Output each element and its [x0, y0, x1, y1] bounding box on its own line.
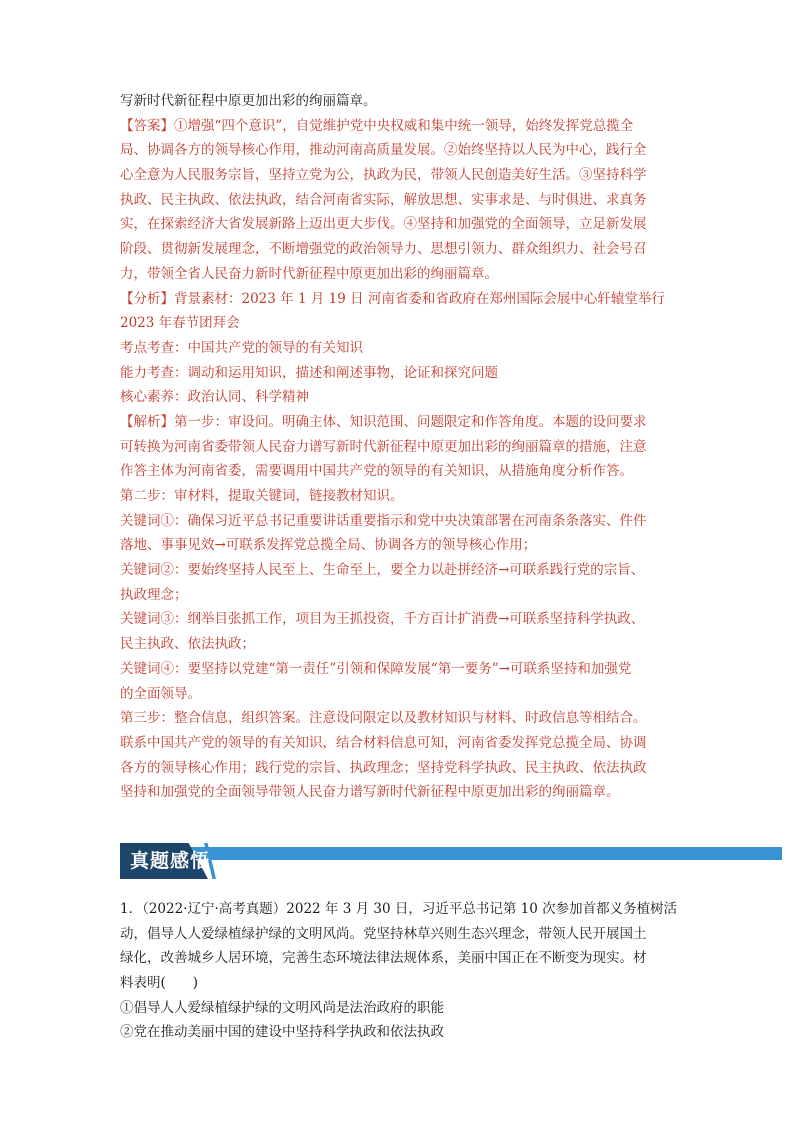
- section-banner: [120, 843, 782, 879]
- banner-bar: [120, 847, 782, 860]
- question-stem-line: 料表明( ): [120, 975, 199, 992]
- answer-line: 阶段、贯彻新发展理念，不断增强党的政治领导力、思想引领力、群众组织力、社会号召: [120, 241, 647, 258]
- answer-line: 实，在探索经济大省发展新路上迈出更大步伐。④坚持和加强党的全面领导，立足新发展: [120, 216, 647, 233]
- answer-line: 民主执政、依法执政；: [120, 636, 255, 653]
- answer-line: 核心素养：政治认同、科学精神: [120, 389, 309, 406]
- question-stem-line: 绿化，改善城乡人居环境，完善生态环境法律法规体系，美丽中国正在不断变为现实。材: [120, 950, 647, 967]
- answer-analysis-block: [120, 89, 685, 805]
- answer-line: 坚持和加强党的全面领导带领人民奋力谱写新时代新征程中原更加出彩的绚丽篇章。: [120, 784, 620, 801]
- answer-line: 执政、民主执政、依法执政，结合河南省实际，解放思想、实事求是、与时俱进、求真务: [120, 191, 647, 208]
- section-title: 真题感悟: [130, 850, 211, 872]
- question-option: ②党在推动美丽中国的建设中坚持科学执政和依法执政: [120, 1024, 444, 1041]
- answer-line: 力，带领全省人民奋力新时代新征程中原更加出彩的绚丽篇章。: [120, 265, 498, 282]
- answer-line: 【答案】①增强“四个意识”，自觉维护党中央权威和集中统一领导，始终发挥党总揽全: [120, 117, 634, 134]
- answer-line: 关键词①：确保习近平总书记重要讲话重要指示和党中央决策部署在河南条条落实、件件: [120, 512, 647, 529]
- answer-line: 的全面领导。: [120, 685, 201, 702]
- answer-line: 第三步：整合信息，组织答案。注意设问限定以及教材知识与材料、时政信息等相结合。: [120, 710, 647, 727]
- answer-line: 可转换为河南省委带领人民奋力谱写新时代新征程中原更加出彩的绚丽篇章的措施，注意: [120, 438, 647, 455]
- answer-line: 执政理念；: [120, 586, 188, 603]
- answer-line: 考点考查：中国共产党的领导的有关知识: [120, 339, 363, 356]
- answer-line: 心全意为人民服务宗旨，坚持立党为公，执政为民，带领人民创造美好生活。③坚持科学: [120, 167, 647, 184]
- answer-line: 能力考查：调动和运用知识，描述和阐述事物，论证和探究问题: [120, 364, 498, 381]
- answer-line: 2023 年春节团拜会: [120, 315, 240, 332]
- answer-line: 关键词③：纲举目张抓工作，项目为王抓投资，千方百计扩消费→可联系坚持科学执政、: [120, 611, 645, 628]
- answer-line: 联系中国共产党的领导的有关知识，结合材料信息可知，河南省委发挥党总揽全局、协调: [120, 734, 647, 751]
- answer-line: 【解析】第一步：审设问。明确主体、知识范围、问题限定和作答角度。本题的设问要求: [120, 413, 647, 430]
- answer-line: 落地、事事见效→可联系发挥党总揽全局、协调各方的领导核心作用；: [120, 537, 537, 554]
- answer-line: 关键词②：要始终坚持人民至上、生命至上，要全力以赴拼经济→可联系践行党的宗旨、: [120, 562, 645, 579]
- answer-line: 【分析】背景素材：2023 年 1 月 19 日 河南省委和省政府在郑州国际会展中心轩辕堂举行: [120, 290, 665, 307]
- answer-line: 关键词④：要坚持以党建“第一责任”引领和保障发展“第一要务”→可联系坚持和加强党: [120, 660, 632, 677]
- answer-line: 第二步：审材料，提取关键词，链接教材知识。: [120, 488, 404, 504]
- answer-line: 写新时代新征程中原更加出彩的绚丽篇章。: [120, 93, 377, 109]
- question-block: [120, 897, 685, 1045]
- question-stem-line: 动，倡导人人爱绿植绿护绿的文明风尚。党坚持林草兴则生态兴理念，带领人民开展国土: [120, 925, 647, 942]
- question-option: ①倡导人人爱绿植绿护绿的文明风尚是法治政府的职能: [120, 999, 444, 1016]
- answer-line: 局、协调各方的领导核心作用，推动河南高质量发展。②始终坚持以人民为中心，践行全: [120, 142, 647, 159]
- answer-line: 各方的领导核心作用；践行党的宗旨、执政理念；坚持党科学执政、民主执政、依法执政: [120, 759, 647, 776]
- question-stem-line: 1．（2022·辽宁·高考真题）2022 年 3 月 30 日，习近平总书记第 10 次参加首都义务植树活: [120, 901, 678, 917]
- answer-line: 作答主体为河南省委，需要调用中国共产党的领导的有关知识，从措施角度分析作答。: [120, 463, 633, 480]
